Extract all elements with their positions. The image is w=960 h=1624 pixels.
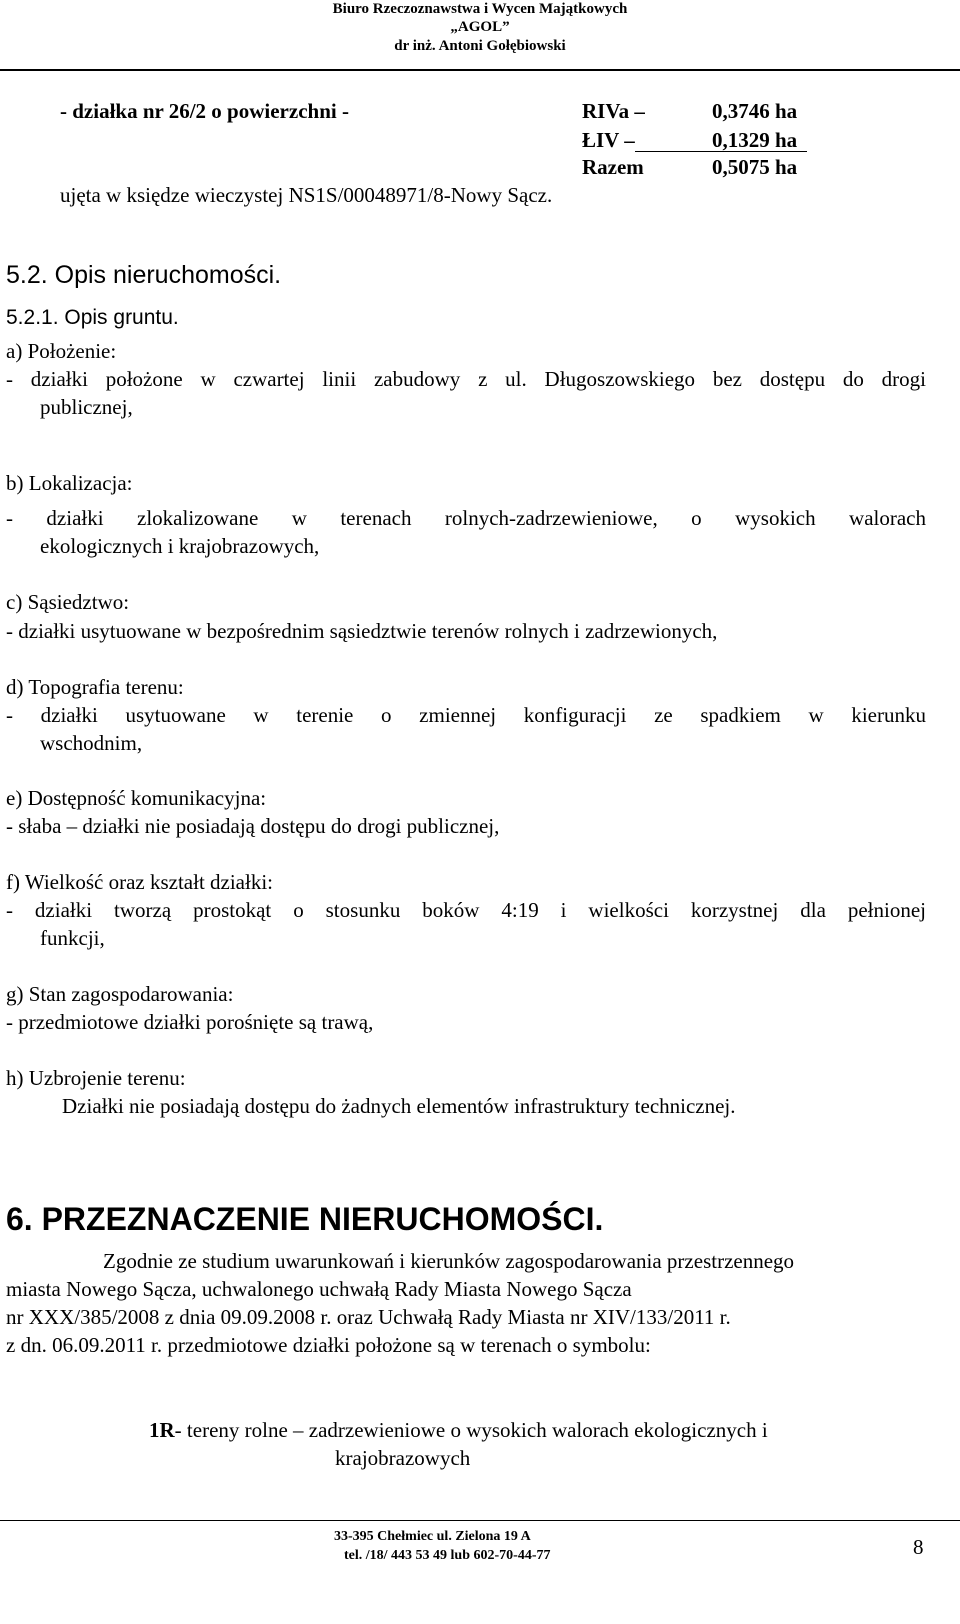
item-a-label: a) Położenie:	[6, 339, 117, 363]
sum-underline	[635, 151, 807, 152]
item-h-label: h) Uzbrojenie terenu:	[6, 1066, 186, 1090]
section-6-line-1: Zgodnie ze studium uwarunkowań i kierunków zagospodarowania przestrzennego	[103, 1249, 795, 1273]
item-g-label: g) Stan zagospodarowania:	[6, 982, 234, 1006]
section-6-line-3: nr XXX/385/2008 z dnia 09.09.2008 r. oraz Uchwałą Rady Miasta nr XIV/133/2011 r.	[6, 1305, 731, 1329]
plot-type-total: Razem	[582, 155, 644, 179]
header-brand: „AGOL”	[450, 19, 510, 35]
item-h-line-1: Działki nie posiadają dostępu do żadnych elementów infrastruktury technicznej.	[62, 1094, 736, 1118]
header-divider	[0, 69, 960, 71]
zoning-symbol-line	[149, 1418, 768, 1443]
footer-phone: tel. /18/ 443 53 49 lub 602-70-44-77	[344, 1548, 551, 1563]
plot-area-total: 0,5075 ha	[712, 155, 798, 179]
page-number: 8	[913, 1535, 924, 1559]
land-register-note: ujęta w księdze wieczystej NS1S/00048971/8-Nowy Sącz.	[60, 183, 553, 207]
item-a-line-2: publicznej,	[40, 395, 133, 419]
item-c-label: c) Sąsiedztwo:	[6, 590, 130, 614]
item-e-label: e) Dostępność komunikacyjna:	[6, 786, 267, 810]
footer-divider	[0, 1520, 960, 1521]
header-office-name: Biuro Rzeczoznawstwa i Wycen Majątkowych	[332, 1, 628, 17]
plot-area-2: 0,1329 ha	[712, 128, 798, 152]
item-b-line-2: ekologicznych i krajobrazowych,	[40, 534, 320, 558]
item-f-line-2: funkcji,	[40, 926, 105, 950]
item-g-line-1: - przedmiotowe działki porośnięte są trawą,	[6, 1010, 374, 1034]
zoning-symbol: 1R	[149, 1418, 175, 1442]
zoning-description: - tereny rolne – zadrzewieniowe o wysokich walorach ekologicznych i	[174, 1418, 768, 1442]
zoning-description-cont: krajobrazowych	[335, 1446, 471, 1470]
plot-area-1: 0,3746 ha	[712, 99, 798, 123]
section-6-line-2: miasta Nowego Sącza, uchwalonego uchwałą Rady Miasta Nowego Sącza	[6, 1277, 632, 1301]
section-6-title: 6. PRZEZNACZENIE NIERUCHOMOŚCI.	[6, 1201, 604, 1237]
item-f-label: f) Wielkość oraz kształt działki:	[6, 870, 274, 894]
item-d-line-1: - działki usytuowane w terenie o zmiennej konfiguracji ze spadkiem w kierunku	[6, 703, 926, 727]
section-6-line-4: z dn. 06.09.2011 r. przedmiotowe działki położone są w terenach o symbolu:	[6, 1333, 651, 1357]
plot-label: - działka nr 26/2 o powierzchni -	[60, 99, 349, 123]
item-a-line-1: - działki położone w czwartej linii zabudowy z ul. Długoszowskiego bez dostępu do drogi	[6, 367, 926, 391]
item-f-line-1: - działki tworzą prostokąt o stosunku boków 4:19 i wielkości korzystnej dla pełnionej	[6, 898, 926, 922]
section-5-2-title: 5.2. Opis nieruchomości.	[6, 261, 282, 289]
section-5-2-1-title: 5.2.1. Opis gruntu.	[6, 306, 179, 329]
item-b-label: b) Lokalizacja:	[6, 471, 133, 495]
footer-address: 33-395 Chełmiec ul. Zielona 19 A	[334, 1529, 531, 1544]
item-d-label: d) Topografia terenu:	[6, 675, 184, 699]
item-c-line-1: - działki usytuowane w bezpośrednim sąsiedztwie terenów rolnych i zadrzewionych,	[6, 619, 718, 643]
header-author: dr inż. Antoni Gołębiowski	[394, 38, 566, 54]
item-e-line-1: - słaba – działki nie posiadają dostępu do drogi publicznej,	[6, 814, 500, 838]
plot-type-2: ŁIV –	[582, 128, 635, 152]
item-d-line-2: wschodnim,	[40, 731, 143, 755]
plot-type-1: RIVa –	[582, 99, 645, 123]
item-b-line-1: - działki zlokalizowane w terenach rolnych-zadrzewieniowe, o wysokich walorach	[6, 506, 926, 530]
